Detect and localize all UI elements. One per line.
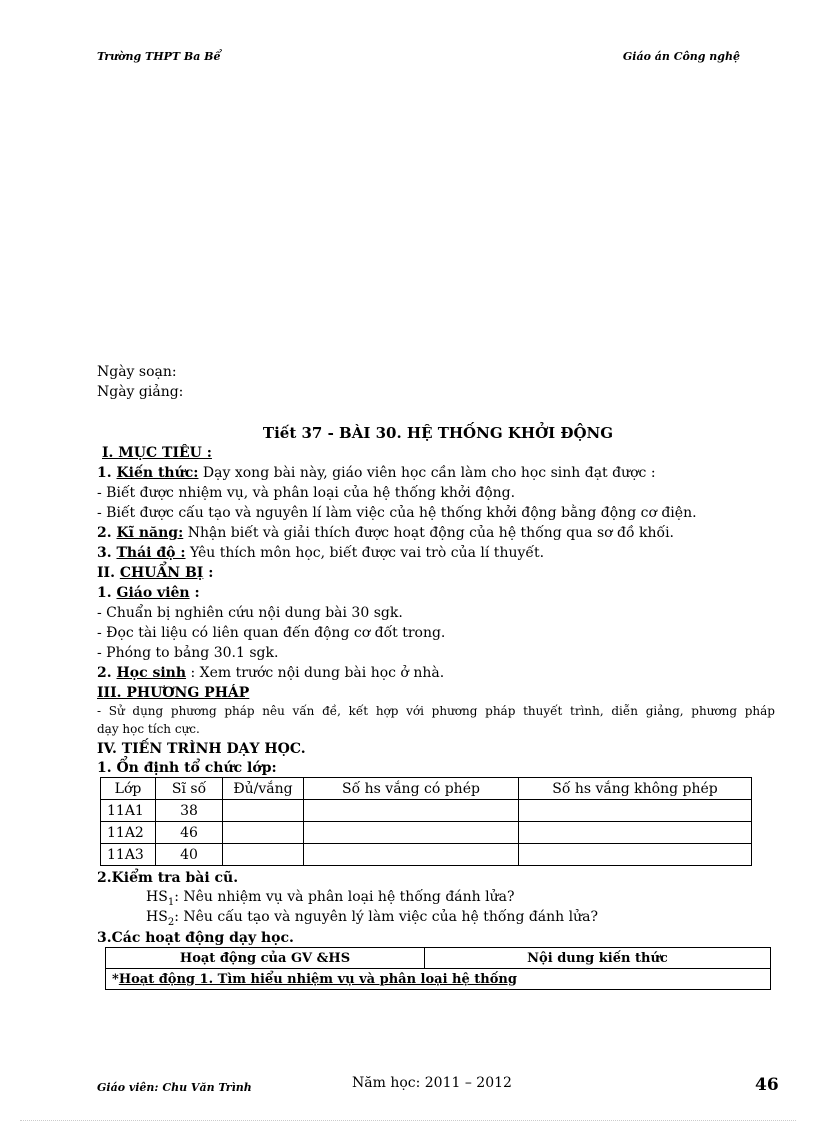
- attendance-cell: 11A3: [101, 844, 156, 866]
- teacher-heading: [97, 583, 200, 603]
- teacher-item: - Đọc tài liệu có liên quan đến động cơ đốt trong.: [97, 625, 446, 641]
- attendance-header-row: [101, 778, 752, 800]
- attitude-label: Thái độ :: [116, 545, 186, 561]
- table-row: [101, 844, 752, 866]
- activities-header-row: [106, 948, 771, 969]
- activities-table: [105, 947, 771, 990]
- attitude-num: 3.: [97, 545, 117, 561]
- q2-prefix: HS: [146, 909, 168, 925]
- knowledge-item: - Biết được cấu tạo và nguyên lí làm việc của hệ thống khởi động bằng động cơ điện.: [97, 505, 697, 521]
- teacher-label: Giáo viên: [116, 585, 190, 601]
- date-prepared: Ngày soạn:: [97, 364, 177, 380]
- skill-label: Kĩ năng:: [116, 525, 184, 541]
- knowledge-num: 1.: [97, 465, 117, 481]
- attitude-line: [97, 543, 544, 563]
- section-objectives-heading: [102, 443, 212, 463]
- knowledge-text: Dạy xong bài này, giáo viên học cần làm cho học sinh đạt được :: [198, 465, 656, 481]
- skill-num: 2.: [97, 525, 117, 541]
- teacher-tail: :: [189, 585, 200, 601]
- attendance-table: [100, 777, 752, 866]
- activities-heading: 3.Các hoạt động dạy học.: [97, 930, 294, 946]
- attendance-header-cell: Sĩ số: [156, 778, 223, 800]
- activities-cell: [106, 969, 771, 990]
- attendance-cell: 46: [156, 822, 223, 844]
- student-text: : Xem trước nội dung bài học ở nhà.: [186, 665, 445, 681]
- attendance-header-cell: Lớp: [101, 778, 156, 800]
- page-number: 46: [755, 1075, 779, 1095]
- attendance-cell: [519, 844, 752, 866]
- attendance-cell: [223, 800, 304, 822]
- knowledge-item: - Biết được nhiệm vụ, và phân loại của hệ thống khởi động.: [97, 485, 516, 501]
- skill-line: [97, 523, 674, 543]
- footer-teacher: Giáo viên: Chu Văn Trình: [97, 1081, 252, 1094]
- preparation-tail: :: [203, 565, 214, 581]
- date-taught: Ngày giảng:: [97, 384, 184, 400]
- section-process-heading: IV. TIẾN TRÌNH DẠY HỌC.: [97, 741, 306, 757]
- attendance-cell: 40: [156, 844, 223, 866]
- q2-text: : Nêu cấu tạo và nguyên lý làm việc của hệ thống đánh lửa?: [174, 909, 598, 925]
- activity-star: *: [112, 971, 119, 987]
- section-preparation-heading: [97, 563, 213, 583]
- student-num: 2.: [97, 665, 117, 681]
- q1-prefix: HS: [146, 889, 168, 905]
- preparation-num: II.: [97, 565, 120, 581]
- table-row: [106, 969, 771, 990]
- attendance-cell: [223, 844, 304, 866]
- header-school: Trường THPT Ba Bể: [97, 50, 221, 63]
- activities-header-cell: Hoạt động của GV &HS: [106, 948, 425, 969]
- attendance-cell: [304, 800, 519, 822]
- attendance-cell: [304, 844, 519, 866]
- attendance-cell: 11A2: [101, 822, 156, 844]
- page-border: [20, 1120, 796, 1121]
- attitude-text: Yêu thích môn học, biết được vai trò của lí thuyết.: [185, 545, 545, 561]
- attendance-header-cell: Số hs vắng có phép: [304, 778, 519, 800]
- activities-header-cell: Nội dung kiến thức: [425, 948, 771, 969]
- skill-text: Nhận biết và giải thích được hoạt động của hệ thống qua sơ đồ khối.: [183, 525, 674, 541]
- q2-sub: 2: [167, 916, 175, 928]
- teacher-num: 1.: [97, 585, 117, 601]
- lesson-title: Tiết 37 - BÀI 30. HỆ THỐNG KHỞI ĐỘNG: [262, 424, 614, 442]
- attendance-cell: [223, 822, 304, 844]
- student-label: Học sinh: [116, 665, 187, 681]
- preparation-label: CHUẨN BỊ: [119, 565, 204, 581]
- section-method-heading: III. PHƯƠNG PHÁP: [97, 685, 250, 701]
- review-heading: 2.Kiểm tra bài cũ.: [97, 870, 239, 886]
- class-organization-heading: 1. Ổn định tổ chức lớp:: [97, 760, 277, 776]
- teacher-item: - Chuẩn bị nghiên cứu nội dung bài 30 sgk.: [97, 605, 403, 621]
- activity-1-label: Hoạt động 1. Tìm hiểu nhiệm vụ và phân loại hệ thống: [118, 971, 517, 987]
- attendance-cell: [304, 822, 519, 844]
- student-line: [97, 663, 444, 683]
- footer-year: Năm học: 2011 – 2012: [352, 1075, 512, 1091]
- teacher-item: - Phóng to bảng 30.1 sgk.: [97, 645, 279, 661]
- q1-sub: 1: [167, 896, 175, 908]
- attendance-cell: 38: [156, 800, 223, 822]
- attendance-cell: [519, 800, 752, 822]
- method-line-1: - Sử dụng phương pháp nêu vấn đề, kết hợp với phương pháp thuyết trình, diễn giảng, phương pháp: [97, 704, 775, 718]
- knowledge-line: [97, 463, 656, 483]
- knowledge-label: Kiến thức:: [116, 465, 199, 481]
- table-row: [101, 822, 752, 844]
- attendance-cell: [519, 822, 752, 844]
- attendance-header-cell: Đủ/vắng: [223, 778, 304, 800]
- q1-text: : Nêu nhiệm vụ và phân loại hệ thống đánh lửa?: [174, 889, 515, 905]
- table-row: [101, 800, 752, 822]
- attendance-cell: 11A1: [101, 800, 156, 822]
- method-line-2: dạy học tích cực.: [97, 722, 200, 736]
- attendance-header-cell: Số hs vắng không phép: [519, 778, 752, 800]
- header-subject: Giáo án Công nghệ: [622, 50, 740, 63]
- section-objectives-label: I. MỤC TIÊU :: [102, 445, 212, 461]
